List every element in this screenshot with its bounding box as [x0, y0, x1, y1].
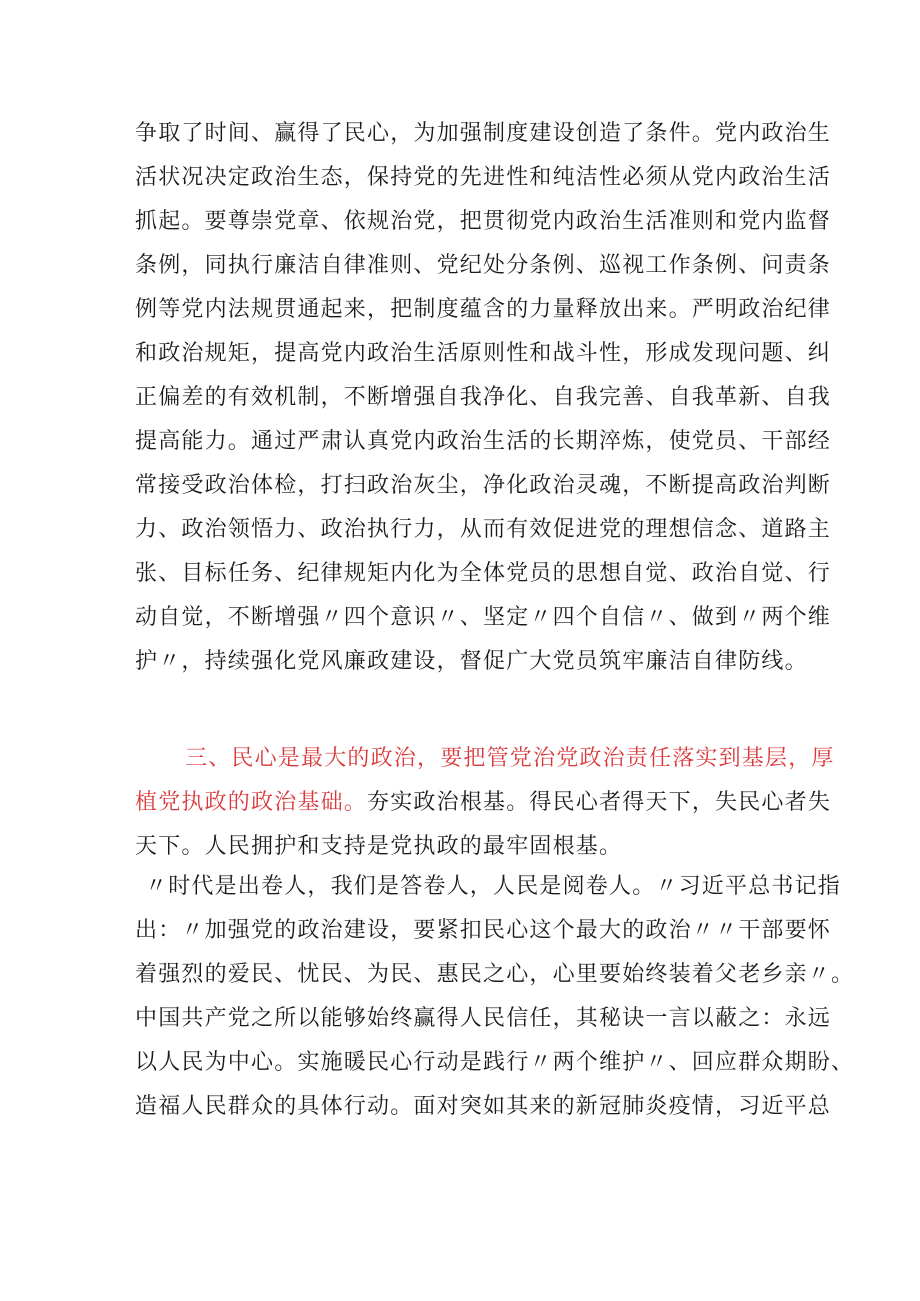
- paragraph-text: 夯实政治根基。得民心者得天下，失民心者失: [367, 790, 832, 815]
- paragraph-line: 提高能力。通过严肃认真党内政治生活的长期淬炼，使党员、干部经: [135, 429, 832, 454]
- paragraph-line: 〃时代是出卷人，我们是答卷人，人民是阅卷人。〃习近平总书记指: [145, 874, 842, 899]
- paragraph-line: 张、目标任务、纪律规矩内化为全体党员的思想自觉、政治自觉、行: [135, 561, 832, 586]
- paragraph-line: 着强烈的爱民、忧民、为民、惠民之心，心里要始终装着父老乡亲〃。: [135, 962, 855, 987]
- paragraph-line: 活状况决定政治生态，保持党的先进性和纯洁性必须从党内政治生活: [135, 165, 832, 190]
- paragraph-party-political-life: [135, 112, 832, 684]
- paragraph-line: 抓起。要尊崇党章、依规治党，把贯彻党内政治生活准则和党内监督: [135, 209, 832, 234]
- paragraph-line: 天下。人民拥护和支持是党执政的最牢固根基。: [135, 834, 623, 859]
- paragraph-line: 力、政治领悟力、政治执行力，从而有效促进党的理想信念、道路主: [135, 517, 832, 542]
- section-heading-tail: 植党执政的政治基础。: [135, 790, 368, 815]
- paragraph-line: 争取了时间、赢得了民心，为加强制度建设创造了条件。党内政治生: [135, 121, 832, 146]
- paragraph-line: 造福人民群众的具体行动。面对突如其来的新冠肺炎疫情，习近平总: [135, 1094, 832, 1119]
- paragraph-line: 和政治规矩，提高党内政治生活原则性和战斗性，形成发现问题、纠: [135, 341, 832, 366]
- paragraph-line: 动自觉，不断增强〃四个意识〃、坚定〃四个自信〃、做到〃两个维: [135, 605, 832, 630]
- paragraph-line: 以人民为中心。实施暖民心行动是践行〃两个维护〃、回应群众期盼、: [135, 1050, 855, 1075]
- paragraph-line: 中国共产党之所以能够始终赢得人民信任，其秘诀一言以蔽之：永远: [135, 1006, 832, 1031]
- paragraph-line: 条例，同执行廉洁自律准则、党纪处分条例、巡视工作条例、问责条: [135, 253, 832, 278]
- section-heading-line: 三、民心是最大的政治，要把管党治党政治责任落实到基层，厚: [185, 746, 835, 771]
- paragraph-line: 例等党内法规贯通起来，把制度蕴含的力量释放出来。严明政治纪律: [135, 297, 832, 322]
- paragraph-line: 正偏差的有效机制，不断增强自我净化、自我完善、自我革新、自我: [135, 385, 832, 410]
- paragraph-line: 常接受政治体检，打扫政治灰尘，净化政治灵魂，不断提高政治判断: [135, 473, 832, 498]
- paragraph-people-centered: [135, 865, 855, 1129]
- paragraph-line: [135, 781, 832, 825]
- paragraph-line: 出：〃加强党的政治建设，要紧扣民心这个最大的政治〃〃干部要怀: [135, 918, 832, 943]
- section-three-paragraph: [135, 737, 835, 869]
- paragraph-line: 护〃，持续强化党风廉政建设，督促广大党员筑牢廉洁自律防线。: [135, 649, 808, 674]
